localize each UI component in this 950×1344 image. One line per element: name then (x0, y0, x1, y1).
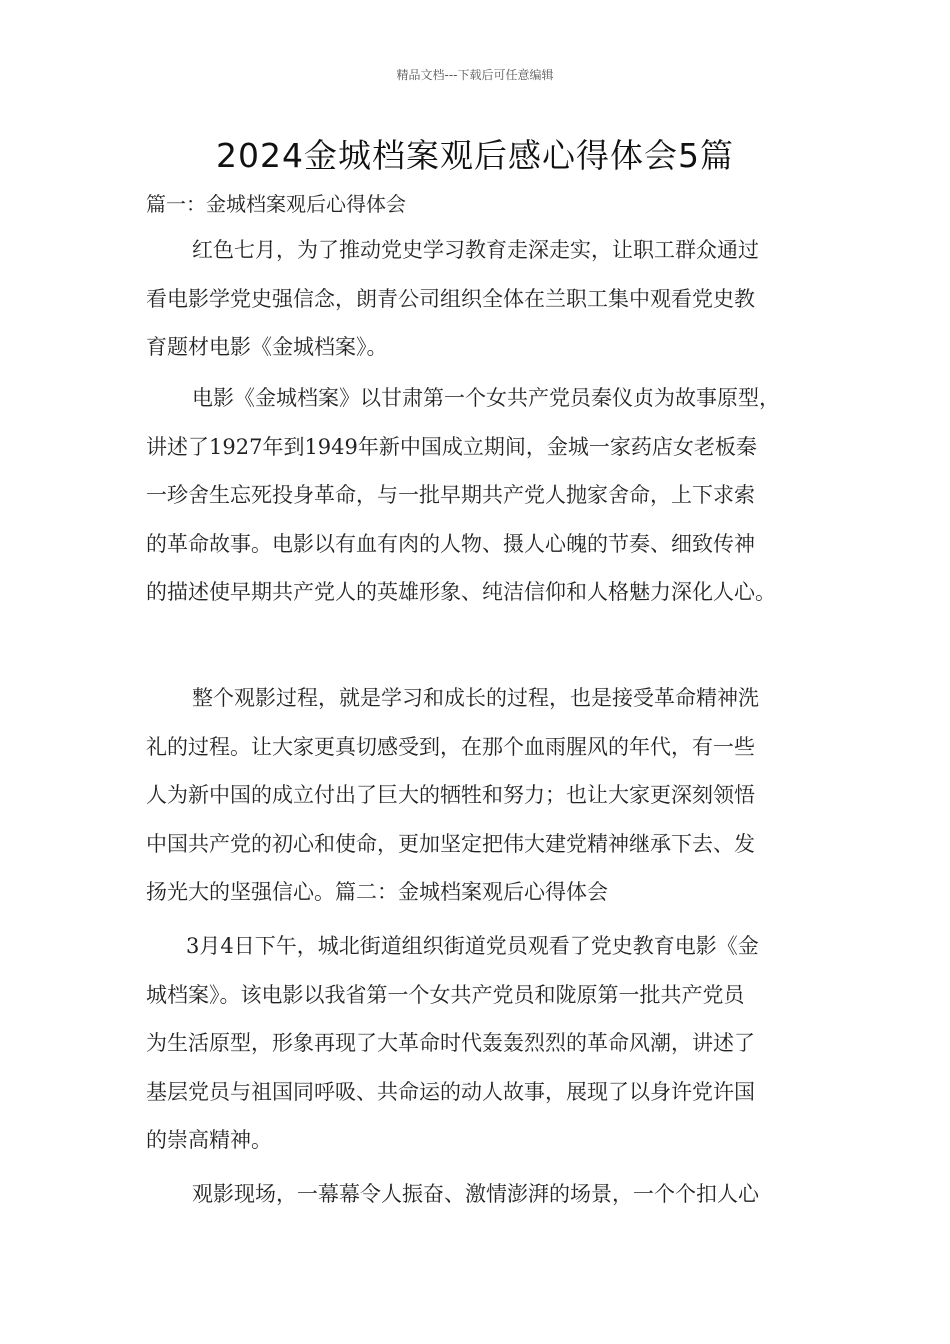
paragraph-line: 讲述了1927年到1949年新中国成立期间，金城一家药店女老板秦 (146, 434, 757, 459)
paragraph-5 (146, 1170, 814, 1219)
paragraph-line: 观影现场，一幕幕令人振奋、激情澎湃的场景，一个个扣人心 (192, 1182, 759, 1206)
paragraph-line: 的崇高精神。 (146, 1128, 272, 1152)
paragraph-1 (146, 226, 814, 372)
paragraph-line: 电影《金城档案》以甘肃第一个女共产党员秦仪贞为故事原型， (192, 386, 780, 410)
paragraph-line: 城档案》。该电影以我省第一个女共产党员和陇原第一批共产党员 (146, 982, 745, 1007)
paragraph-line: 育题材电影《金城档案》。 (146, 335, 388, 359)
paragraph-line: 基层党员与祖国同呼吸、共命运的动人故事，展现了以身许党许国 (146, 1079, 755, 1104)
paragraph-3 (146, 674, 814, 917)
paragraph-line: 一珍舍生忘死投身革命，与一批早期共产党人抛家舍命，上下求索 (146, 483, 755, 507)
paragraph-4 (146, 922, 814, 1165)
paragraph-line: 看电影学党史强信念，朗青公司组织全体在兰职工集中观看党史教 (146, 286, 755, 311)
paragraph-line: 的描述使早期共产党人的英雄形象、纯洁信仰和人格魅力深化人心。 (146, 580, 776, 604)
paragraph-line: 为生活原型，形象再现了大革命时代轰轰烈烈的革命风潮，讲述了 (146, 1031, 755, 1055)
section-heading: 篇一：金城档案观后心得体会 (146, 192, 406, 216)
paragraph-line: 的革命故事。电影以有血有肉的人物、摄人心魄的节奏、细致传神 (146, 531, 755, 556)
paragraph-line: 礼的过程。让大家更真切感受到，在那个血雨腥风的年代，有一些 (146, 734, 755, 759)
paragraph-line: 整个观影过程，就是学习和成长的过程，也是接受革命精神洗 (192, 686, 759, 710)
paragraph-2 (146, 374, 814, 617)
paragraph-line: 人为新中国的成立付出了巨大的牺牲和努力；也让大家更深刻领悟 (146, 783, 755, 807)
paragraph-line: 红色七月，为了推动党史学习教育走深走实，让职工群众通过 (192, 238, 759, 262)
document-title: 2024金城档案观后感心得体会5篇 (216, 136, 734, 175)
paragraph-line: 扬光大的坚强信心。篇二：金城档案观后心得体会 (146, 880, 608, 904)
paragraph-line: 中国共产党的初心和使命，更加坚定把伟大建党精神继承下去、发 (146, 831, 755, 856)
paragraph-line: 3月4日下午，城北街道组织街道党员观看了党史教育电影《金 (186, 934, 759, 958)
header-note: 精品文档---下载后可任意编辑 (396, 68, 554, 82)
